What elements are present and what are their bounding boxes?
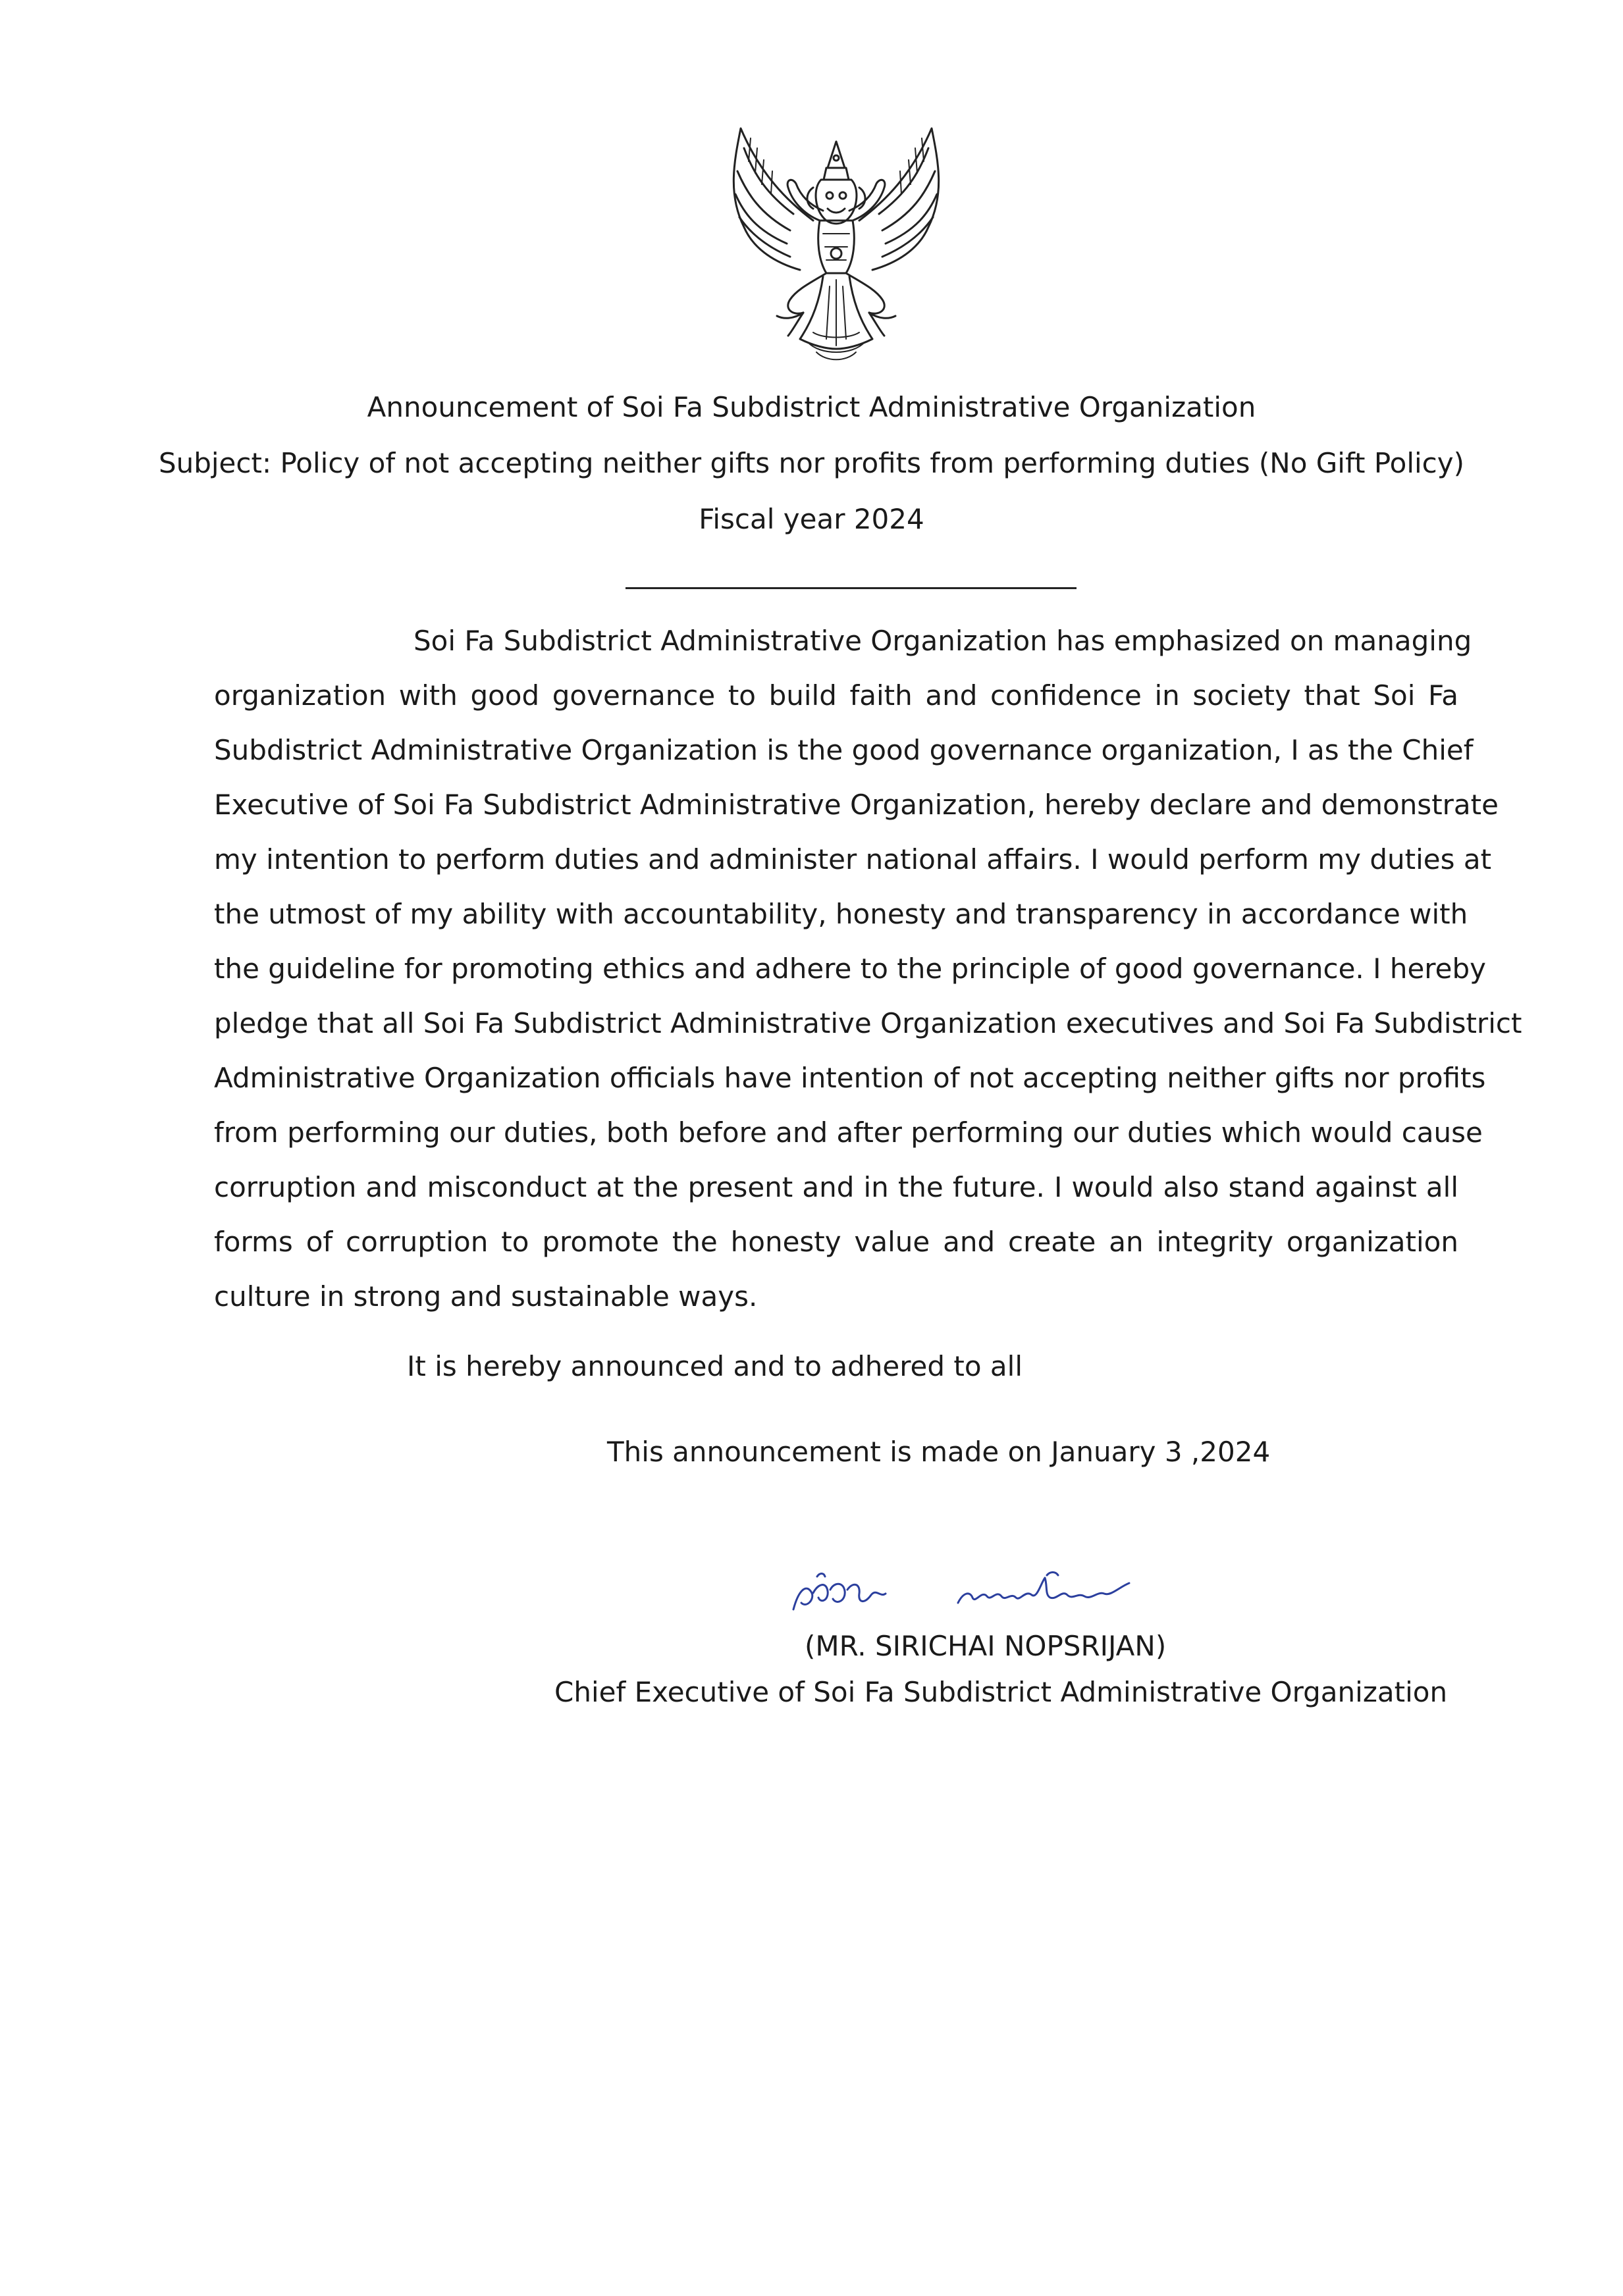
announcement-subject: Subject: Policy of not accepting neither gifts nor profits from performing duties (No Gift Policy) [158,447,1465,479]
body-line: Subdistrict Administrative Organization is the good governance organization, I as the Chief [214,734,1474,766]
fiscal-year: Fiscal year 2024 [699,503,924,535]
body-line: corruption and misconduct at the present and in the future. I would also stand against all [214,1171,1458,1203]
announcement-date: This announcement is made on January 3 ,2024 [607,1436,1271,1468]
handwritten-signature-icon [787,1563,1195,1623]
body-line: pledge that all Soi Fa Subdistrict Administrative Organization executives and Soi Fa Subdistrict [214,1007,1522,1039]
body-line: Administrative Organization officials have intention of not accepting neither gifts nor profits [214,1062,1486,1094]
body-line: forms of corruption to promote the honesty value and create an integrity organization [214,1226,1458,1258]
signatory-position: Chief Executive of Soi Fa Subdistrict Administrative Organization [554,1676,1448,1708]
garuda-emblem-icon [714,122,958,372]
signatory-name: (MR. SIRICHAI NOPSRIJAN) [805,1630,1167,1662]
body-line: from performing our duties, both before and after performing our duties which would cause [214,1116,1483,1149]
announcement-title: Announcement of Soi Fa Subdistrict Administrative Organization [367,391,1256,423]
body-line: the utmost of my ability with accountability, honesty and transparency in accordance with [214,898,1468,930]
body-line: Soi Fa Subdistrict Administrative Organization has emphasized on managing [413,625,1472,657]
title-divider [625,587,1077,589]
closing-statement: It is hereby announced and to adhered to all [407,1350,1023,1382]
body-line: organization with good governance to build faith and confidence in society that Soi Fa [214,679,1458,712]
body-line: the guideline for promoting ethics and adhere to the principle of good governance. I hereby [214,952,1486,985]
body-line: culture in strong and sustainable ways. [214,1280,758,1313]
body-line: my intention to perform duties and administer national affairs. I would perform my duties at [214,843,1492,875]
body-line: Executive of Soi Fa Subdistrict Administrative Organization, hereby declare and demonstrate [214,789,1499,821]
